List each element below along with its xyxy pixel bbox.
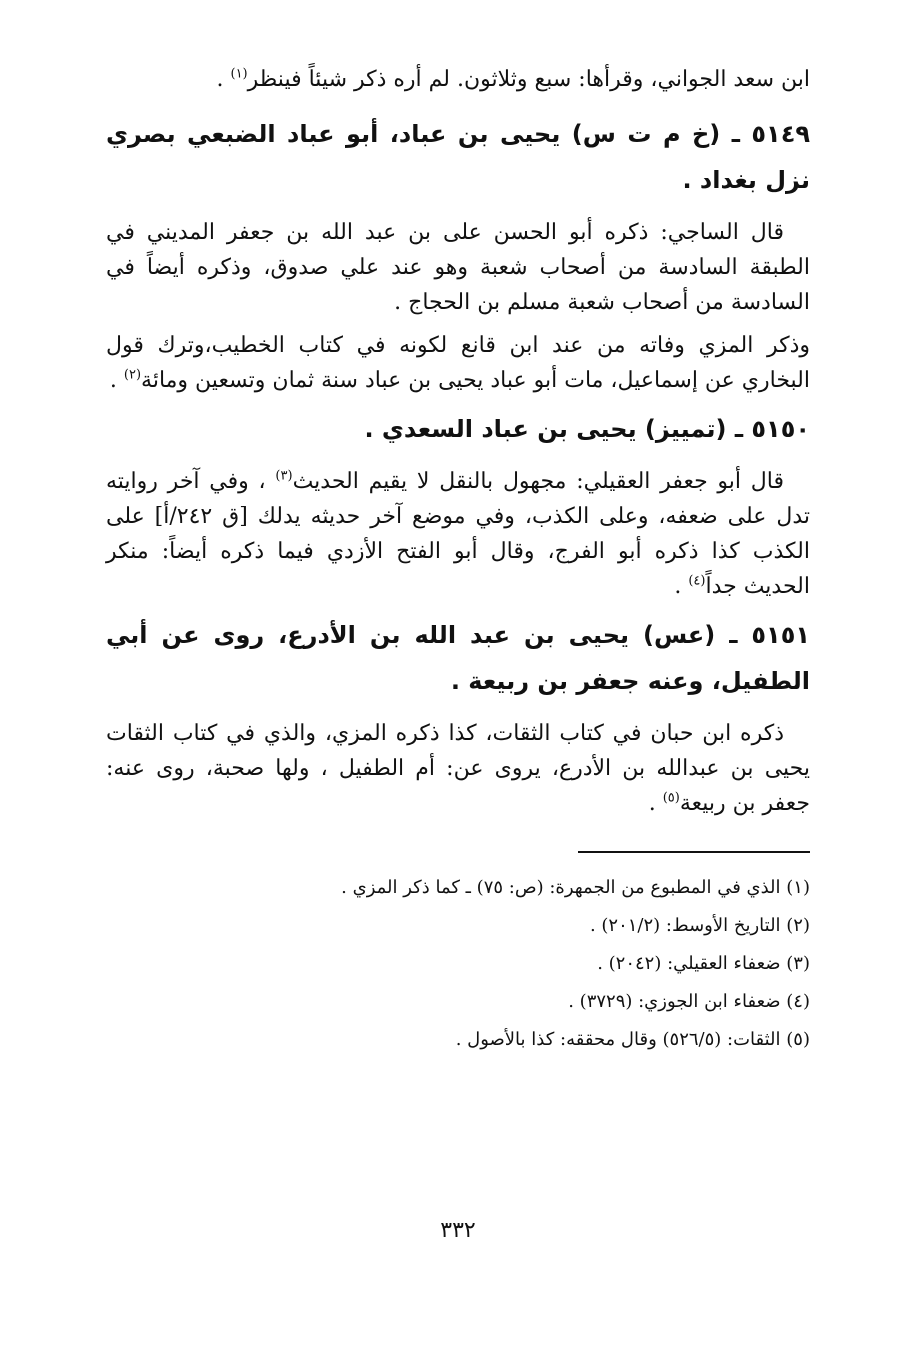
entry-5149-paragraph-2 bbox=[106, 328, 810, 398]
paragraph-text: قال الساجي: ذكره أبو الحسن على بن عبد الله بن جعفر المديني في الطبقة السادسة من أصحاب شعبة وهو عند علي صدوق، وذكره أيضاً في السادسة من أصحاب شعبة مسلم بن الحجاج . bbox=[106, 220, 810, 315]
footnote-separator-wrap bbox=[106, 829, 810, 869]
paragraph-text: ذكره ابن حبان في كتاب الثقات، كذا ذكره المزي، والذي في كتاب الثقات يحيى بن عبدالله بن الأدرع، يروى عن: أم الطفيل ، ولها صحبة، روى عنه: جعفر بن ربيعة bbox=[106, 721, 810, 816]
paragraph-end: . bbox=[674, 574, 689, 599]
paragraph-text: قال أبو جعفر العقيلي: مجهول بالنقل لا يقيم الحديث bbox=[292, 469, 785, 494]
carryover-paragraph bbox=[106, 62, 810, 97]
entry-5150-paragraph-1 bbox=[106, 464, 810, 604]
entry-5149-paragraph-1 bbox=[106, 215, 810, 320]
entry-heading-5151: ٥١٥١ ـ (عس) يحيى بن عبد الله بن الأدرع، روى عن أبي الطفيل، وعنه جعفر بن ربيعة . bbox=[106, 621, 810, 695]
footnote-marker: (٣) bbox=[275, 468, 293, 484]
footnote-marker: (٤) bbox=[688, 573, 706, 589]
paragraph-end: . bbox=[216, 67, 231, 92]
footnote-separator bbox=[578, 851, 810, 853]
paragraph-text: ، وفي آخر روايته تدل على ضعفه، وعلى الكذب، وفي موضع آخر حديثه يدلك [ق ٢٤٢/أ] على الكذب كذا ذكره أبو الفرج، وقال أبو الفتح الأزدي فيما ذكره أيضاً: منكر الحديث جداً bbox=[106, 469, 810, 599]
entry-5151-paragraph-1 bbox=[106, 716, 810, 821]
paragraph-text: وذكر المزي وفاته من عند ابن قانع لكونه في كتاب الخطيب،وترك قول البخاري عن إسماعيل، مات أبو عباد يحيى بن عباد سنة ثمان وتسعين ومائة bbox=[106, 333, 810, 393]
footnote-4: (٤) ضعفاء ابن الجوزي: (٣٧٢٩) . bbox=[568, 991, 810, 1012]
page-number: ٣٣٢ bbox=[440, 1218, 476, 1243]
footnotes-list bbox=[106, 869, 810, 1059]
page-body bbox=[106, 62, 810, 1059]
footnote-marker: (٥) bbox=[662, 790, 680, 806]
entry-heading-5149: ٥١٤٩ ـ (خ م ت س) يحيى بن عباد، أبو عباد الضبعي بصري نزل بغداد . bbox=[106, 120, 810, 194]
paragraph-end: . bbox=[109, 368, 124, 393]
paragraph-end: . bbox=[648, 791, 663, 816]
footnote-1: (١) الذي في المطبوع من الجمهرة: (ص: ٧٥) ـ كما ذكر المزي . bbox=[341, 877, 810, 898]
entry-heading-5150: ٥١٥٠ ـ (تمييز) يحيى بن عباد السعدي . bbox=[364, 415, 810, 443]
footnote-marker: (٢) bbox=[123, 367, 142, 383]
footnote-2: (٢) التاريخ الأوسط: (٢٠١/٢) . bbox=[589, 915, 810, 936]
footnote-5: (٥) الثقات: (٥٢٦/٥) وقال محققه: كذا بالأصول . bbox=[455, 1029, 810, 1050]
paragraph-text: ابن سعد الجواني، وقرأها: سبع وثلاثون. لم أره ذكر شيئاً فينظر bbox=[247, 67, 810, 92]
footnote-3: (٣) ضعفاء العقيلي: (٢٠٤٢) . bbox=[597, 953, 810, 974]
footnote-marker: (١) bbox=[230, 66, 248, 82]
